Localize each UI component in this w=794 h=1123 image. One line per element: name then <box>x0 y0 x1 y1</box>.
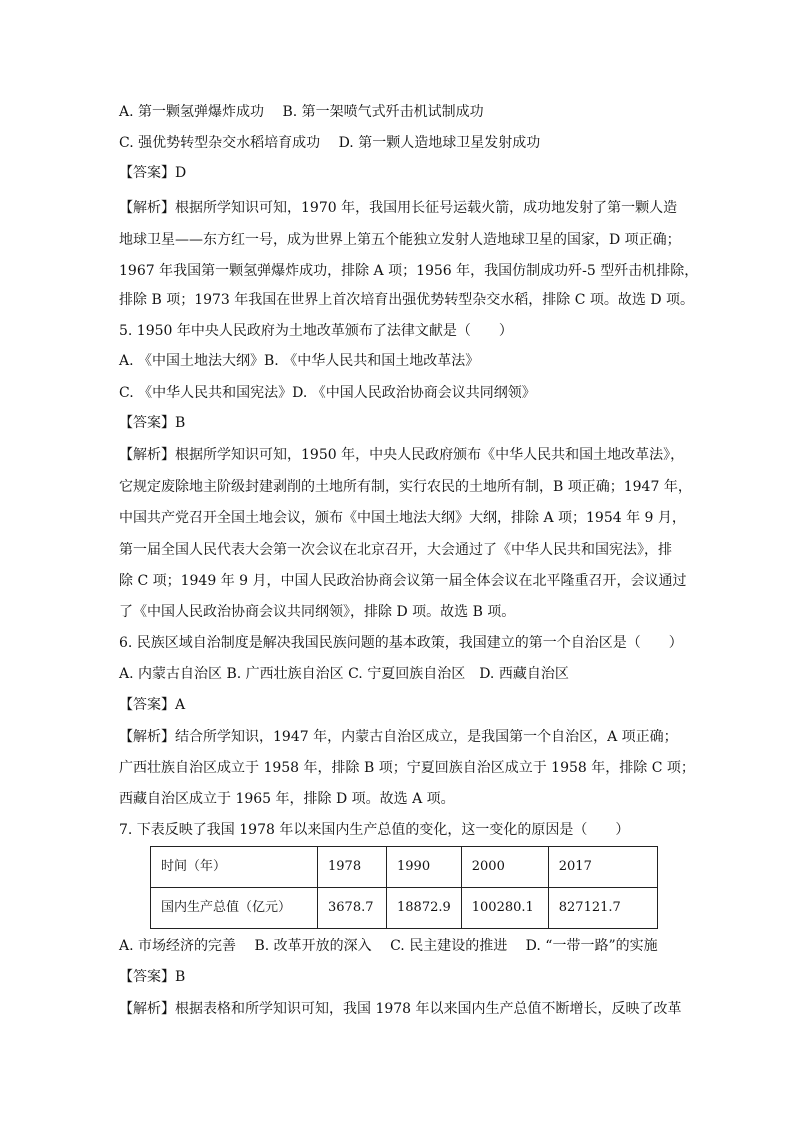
gdp-table <box>150 846 658 929</box>
q5-stem: 5. 1950 年中央人民政府为土地改革颁布了法律文献是（ ） <box>119 323 513 339</box>
q5-options-cd: C. 《中华人民共和国宪法》D. 《中国人民政治协商会议共同纲领》 <box>119 385 536 401</box>
q7-stem: 7. 下表反映了我国 1978 年以来国内生产总值的变化，这一变化的原因是（ ） <box>119 822 630 838</box>
q5-analysis-line-2: 它规定废除地主阶级封建剥削的土地所有制，实行农民的土地所有制，B 项正确；1947 年， <box>119 479 692 495</box>
table-cell: 1978 <box>318 847 387 888</box>
q4-analysis-line-3: 1967 年我国第一颗氢弹爆炸成功，排除 A 项；1956 年，我国仿制成功歼-5 型歼击机排除， <box>119 263 699 279</box>
q6-answer: 【答案】A <box>119 697 186 713</box>
q7-answer: 【答案】B <box>119 969 186 985</box>
table-cell: 时间（年） <box>151 847 318 888</box>
table-cell: 国内生产总值（亿元） <box>151 888 318 929</box>
q5-options-ab: A. 《中国土地法大纲》B. 《中华人民共和国土地改革法》 <box>119 353 480 369</box>
table-cell: 100280.1 <box>461 888 548 929</box>
q4-analysis-line-1: 【解析】根据所学知识可知，1970 年，我国用长征号运载火箭，成功地发射了第一颗人造 <box>119 200 678 216</box>
q7-analysis-line-1: 【解析】根据表格和所学知识可知，我国 1978 年以来国内生产总值不断增长，反映了改革 <box>119 1001 682 1017</box>
q5-analysis-line-3: 中国共产党召开全国土地会议，颁布《中国土地法大纲》大纲，排除 A 项；1954 年 9 月， <box>119 510 686 526</box>
q6-analysis-line-3: 西藏自治区成立于 1965 年，排除 D 项。故选 A 项。 <box>119 791 455 807</box>
table-cell: 827121.7 <box>548 888 657 929</box>
table-header-row <box>151 847 658 888</box>
table-cell: 1990 <box>387 847 462 888</box>
table-cell: 18872.9 <box>387 888 462 929</box>
q6-options: A. 内蒙古自治区 B. 广西壮族自治区 C. 宁夏回族自治区 D. 西藏自治区 <box>119 666 569 682</box>
q6-analysis-line-2: 广西壮族自治区成立于 1958 年，排除 B 项；宁夏回族自治区成立于 1958 年，排除 C 项； <box>119 760 695 776</box>
q4-analysis-line-4: 排除 B 项；1973 年我国在世界上首次培育出强优势转型杂交水稻，排除 C 项。故选 D 项。 <box>119 292 695 308</box>
q4-answer: 【答案】D <box>119 165 187 181</box>
q5-analysis-line-1: 【解析】根据所学知识可知，1950 年，中央人民政府颁布《中华人民共和国土地改革法》， <box>119 447 685 463</box>
table-cell: 2000 <box>461 847 548 888</box>
table-cell: 2017 <box>548 847 657 888</box>
q5-answer: 【答案】B <box>119 415 186 431</box>
q6-analysis-line-1: 【解析】结合所学知识，1947 年，内蒙古自治区成立，是我国第一个自治区，A 项正确； <box>119 729 678 745</box>
q5-analysis-line-5: 除 C 项；1949 年 9 月，中国人民政治协商会议第一届全体会议在北平隆重召开，会议通过 <box>119 573 687 589</box>
q5-analysis-line-6: 了《中国人民政治协商会议共同纲领》，排除 D 项。故选 B 项。 <box>119 604 516 620</box>
table-cell: 3678.7 <box>318 888 387 929</box>
table-row <box>151 888 658 929</box>
q5-analysis-line-4: 第一届全国人民代表大会第一次会议在北京召开，大会通过了《中华人民共和国宪法》，排 <box>119 542 672 558</box>
q4-options-cd: C. 强优势转型杂交水稻培育成功 D. 第一颗人造地球卫星发射成功 <box>119 135 541 151</box>
q7-options: A. 市场经济的完善 B. 改革开放的深入 C. 民主建设的推进 D. “一带一路”的实施 <box>119 938 658 954</box>
q4-analysis-line-2: 地球卫星——东方红一号，成为世界上第五个能独立发射人造地球卫星的国家，D 项正确； <box>119 232 681 248</box>
q6-stem: 6. 民族区域自治制度是解决我国民族问题的基本政策，我国建立的第一个自治区是（ ） <box>119 635 683 651</box>
q4-options-ab: A. 第一颗氢弹爆炸成功 B. 第一架喷气式歼击机试制成功 <box>119 104 484 120</box>
